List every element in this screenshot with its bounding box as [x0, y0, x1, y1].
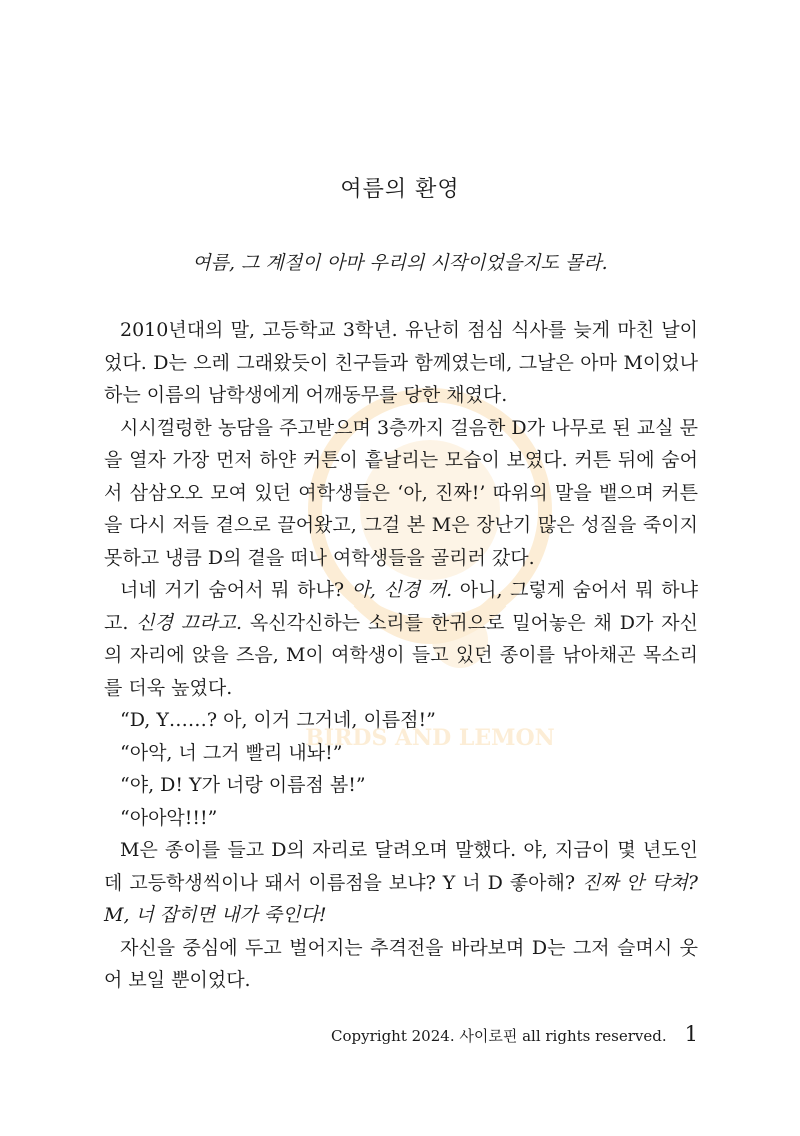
dialogue-line: “아악, 너 그거 빨리 내놔!”: [120, 741, 343, 764]
watermark-text: BIRDS AND LEMON: [305, 725, 555, 751]
paragraph-2: 시시껄렁한 농담을 주고받으며 3층까지 걸음한 D가 나무로 된 교실 문을 열자 가장 먼저 하얀 커튼이 흩날리는 모습이 보였다. 커튼 뒤에 숨어서 삼삼오오 모여 있던 여학생들은 ‘아, 진짜!’ 따위의 말을 뱉으며 커튼을 다시 저들 곁으로 끌어왔고, 그걸 본 M은 장난기 많은 성질을 죽이지 못하고 냉큼 D의 곁을 떠나 여학생들을 골리러 갔다.: [104, 416, 698, 569]
paragraph-9: 자신을 중심에 두고 벌어지는 추격전을 바라보며 D는 그저 슬며시 웃어 보일 뿐이었다.: [104, 936, 698, 991]
dialogue-line: “D, Y……? 아, 이거 그거네, 이름점!”: [120, 709, 436, 731]
epigraph: 여름, 그 계절이 아마 우리의 시작이었을지도 몰라.: [192, 252, 608, 274]
paragraph-8: M은 종이를 들고 D의 자리로 달려오며 말했다. 야, 지금이 몇 년도인데 고등학생씩이나 돼서 이름점을 보냐? Y 너 D 좋아해? 진짜 안 닥쳐? M, 너 잡히면 내가 죽인다!: [104, 839, 698, 926]
page-title: 여름의 환영: [340, 177, 460, 202]
dialogue-line: “아아악!!!”: [120, 806, 218, 829]
body-text: [104, 314, 698, 997]
paragraph-3: 너네 거기 숨어서 뭐 하냐? 아, 신경 꺼. 아니, 그렇게 숨어서 뭐 하냐고. 신경 끄라고. 옥신각신하는 소리를 한귀으로 밀어놓은 채 D가 자신의 자리에 앉을 즈음, M이 여학생이 들고 있던 종이를 낚아채곤 목소리를 더욱 높였다.: [104, 579, 698, 699]
dialogue-line: “야, D! Y가 너랑 이름점 봄!”: [120, 774, 366, 796]
paragraph-1: 2010년대의 말, 고등학교 3학년. 유난히 점심 식사를 늦게 마친 날이었다. D는 으레 그래왔듯이 친구들과 함께였는데, 그날은 아마 M이었나 하는 이름의 남학생에게 어깨동무를 당한 채였다.: [104, 319, 698, 406]
page-number: 1: [684, 1022, 698, 1046]
copyright-notice: Copyright 2024. 사이로핀 all rights reserved.: [331, 1027, 667, 1045]
page-footer: [0, 1022, 698, 1046]
